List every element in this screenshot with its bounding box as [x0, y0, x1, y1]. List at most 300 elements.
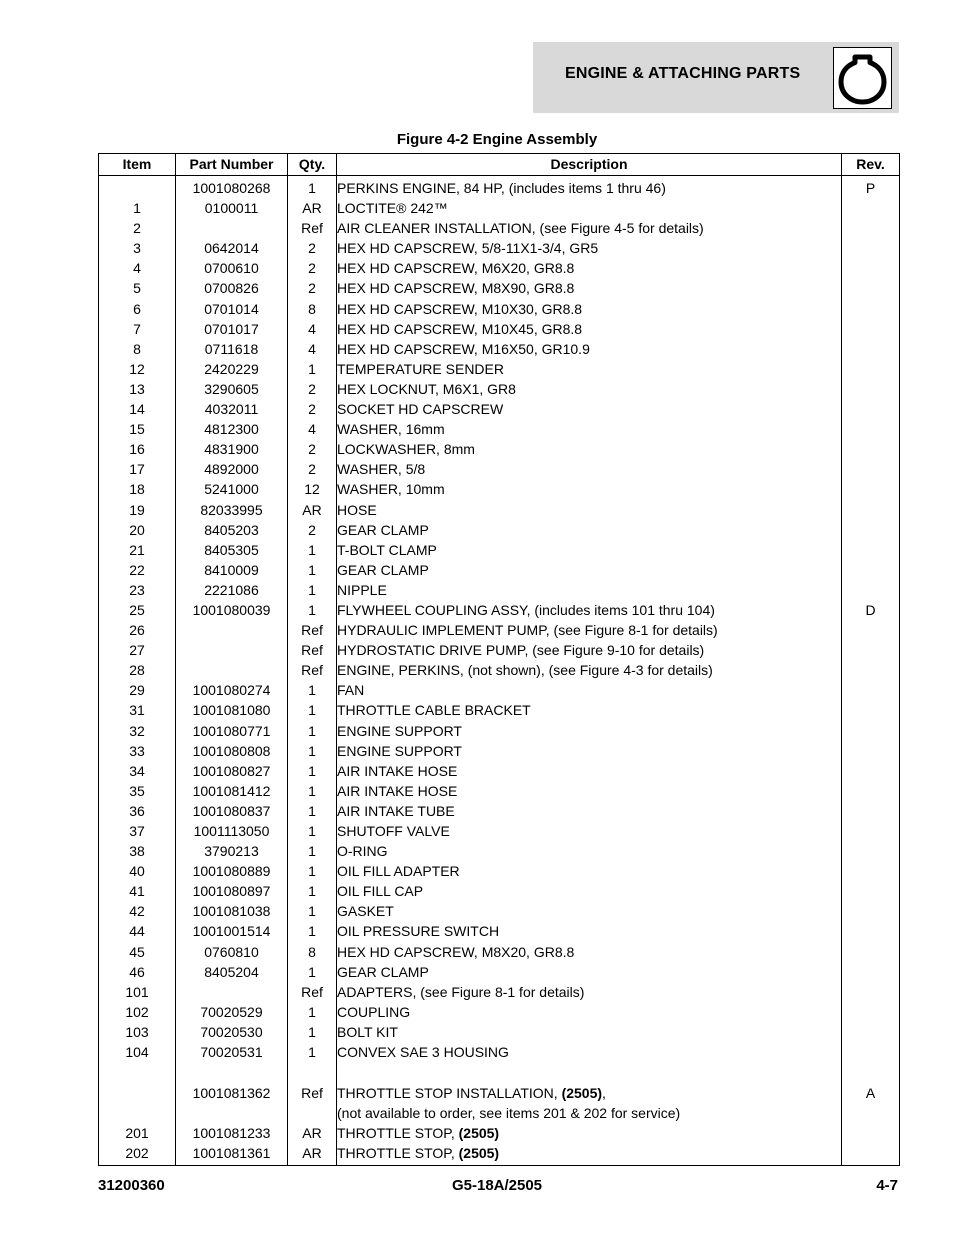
description-text: HOSE — [337, 501, 377, 518]
description-cell — [337, 640, 842, 660]
description-text: GEAR CLAMP — [337, 561, 429, 578]
part-number-cell: 1001080274 — [176, 680, 288, 700]
item-cell: 12 — [99, 359, 176, 379]
description-cell — [337, 962, 842, 982]
description-text: WASHER, 5/8 — [337, 461, 426, 478]
rev-cell — [842, 399, 900, 419]
part-number-cell: 3290605 — [176, 379, 288, 399]
rev-cell — [842, 479, 900, 499]
part-number-cell: 1001080808 — [176, 741, 288, 761]
qty-cell: 1 — [288, 560, 337, 580]
item-cell: 44 — [99, 921, 176, 941]
qty-cell: 1 — [288, 359, 337, 379]
part-number-cell: 0700826 — [176, 278, 288, 298]
qty-cell: Ref — [288, 1083, 337, 1123]
qty-cell: 1 — [288, 881, 337, 901]
part-number-cell: 8405305 — [176, 540, 288, 560]
rev-cell — [842, 258, 900, 278]
part-number-cell: 2221086 — [176, 580, 288, 600]
rev-cell — [842, 982, 900, 1002]
table-row — [99, 741, 900, 761]
table-row — [99, 942, 900, 962]
section-header — [533, 42, 899, 113]
table-row — [99, 359, 900, 379]
rev-cell — [842, 1123, 900, 1143]
item-cell: 16 — [99, 439, 176, 459]
description-cell — [337, 399, 842, 419]
description-text: HEX HD CAPSCREW, M10X45, GR8.8 — [337, 320, 583, 337]
description-cell — [337, 680, 842, 700]
description-cell — [337, 500, 842, 520]
item-cell: 22 — [99, 560, 176, 580]
description-cell — [337, 299, 842, 319]
description-cell — [337, 1042, 842, 1062]
item-cell: 18 — [99, 479, 176, 499]
item-cell: 41 — [99, 881, 176, 901]
qty-cell: 2 — [288, 520, 337, 540]
part-number-cell — [176, 640, 288, 660]
description-text: CONVEX SAE 3 HOUSING — [337, 1044, 509, 1061]
description-cell — [337, 942, 842, 962]
qty-cell: 1 — [288, 700, 337, 720]
rev-cell — [842, 901, 900, 921]
description-text: T-BOLT CLAMP — [337, 541, 437, 558]
description-text: HEX HD CAPSCREW, M8X90, GR8.8 — [337, 280, 575, 297]
rev-cell — [842, 1022, 900, 1042]
table-row — [99, 459, 900, 479]
description-text: LOCTITE® 242™ — [337, 200, 448, 217]
part-number-cell: 0701014 — [176, 299, 288, 319]
column-header-rev: Rev. — [842, 154, 900, 176]
description-text: PERKINS ENGINE, 84 HP, (includes items 1 thru 46) — [337, 180, 666, 196]
rev-cell — [842, 238, 900, 258]
table-row — [99, 520, 900, 540]
qty-cell: 1 — [288, 761, 337, 781]
footer-page-number: 4-7 — [876, 1177, 898, 1194]
description-text: COUPLING — [337, 1003, 411, 1020]
description-cell — [337, 339, 842, 359]
item-cell: 202 — [99, 1143, 176, 1165]
description-text: BOLT KIT — [337, 1023, 398, 1040]
description-text: HEX HD CAPSCREW, M16X50, GR10.9 — [337, 340, 590, 357]
item-cell: 3 — [99, 238, 176, 258]
table-row — [99, 278, 900, 298]
table-row — [99, 580, 900, 600]
part-number-cell: 0100011 — [176, 198, 288, 218]
part-number-cell: 0711618 — [176, 339, 288, 359]
qty-cell: 1 — [288, 176, 337, 199]
item-cell: 1 — [99, 198, 176, 218]
table-row — [99, 379, 900, 399]
part-number-cell: 82033995 — [176, 500, 288, 520]
description-cell — [337, 379, 842, 399]
qty-cell: AR — [288, 1143, 337, 1165]
description-text: HEX LOCKNUT, M6X1, GR8 — [337, 380, 516, 397]
description-cell — [337, 1022, 842, 1042]
description-text: SOCKET HD CAPSCREW — [337, 401, 504, 418]
qty-cell: 1 — [288, 921, 337, 941]
rev-cell — [842, 500, 900, 520]
rev-cell — [842, 741, 900, 761]
empty-cell — [842, 1062, 900, 1083]
description-text: GEAR CLAMP — [337, 963, 429, 980]
table-row — [99, 700, 900, 720]
rev-cell — [842, 721, 900, 741]
qty-cell: Ref — [288, 640, 337, 660]
part-number-cell: 70020530 — [176, 1022, 288, 1042]
part-number-cell: 0760810 — [176, 942, 288, 962]
table-row — [99, 761, 900, 781]
qty-cell: 12 — [288, 479, 337, 499]
qty-cell: AR — [288, 500, 337, 520]
item-cell: 38 — [99, 841, 176, 861]
item-cell: 35 — [99, 781, 176, 801]
part-number-cell: 1001081362 — [176, 1083, 288, 1123]
description-cell — [337, 540, 842, 560]
rev-cell — [842, 781, 900, 801]
rev-cell: P — [842, 176, 900, 199]
rev-cell — [842, 660, 900, 680]
table-row — [99, 1143, 900, 1165]
table-row — [99, 620, 900, 640]
table-row — [99, 901, 900, 921]
table-row — [99, 299, 900, 319]
part-number-cell: 4892000 — [176, 459, 288, 479]
qty-cell: 2 — [288, 399, 337, 419]
description-text: OIL PRESSURE SWITCH — [337, 923, 500, 940]
table-row — [99, 339, 900, 359]
qty-cell: 4 — [288, 339, 337, 359]
rev-cell — [842, 560, 900, 580]
empty-cell — [176, 1062, 288, 1083]
item-cell: 33 — [99, 741, 176, 761]
description-text: HYDROSTATIC DRIVE PUMP, (see Figure 9-10 for details) — [337, 642, 705, 659]
description-text: AIR INTAKE HOSE — [337, 762, 458, 779]
item-cell: 20 — [99, 520, 176, 540]
table-row — [99, 821, 900, 841]
rev-cell — [842, 520, 900, 540]
item-cell: 45 — [99, 942, 176, 962]
part-number-cell: 4032011 — [176, 399, 288, 419]
part-number-cell: 1001080827 — [176, 761, 288, 781]
table-row — [99, 881, 900, 901]
rev-cell — [842, 761, 900, 781]
rev-cell — [842, 419, 900, 439]
description-cell — [337, 982, 842, 1002]
qty-cell: 1 — [288, 741, 337, 761]
description-text: HEX HD CAPSCREW, M8X20, GR8.8 — [337, 943, 575, 960]
column-header-item: Item — [99, 154, 176, 176]
description-cell — [337, 218, 842, 238]
part-number-cell: 8405204 — [176, 962, 288, 982]
item-cell: 104 — [99, 1042, 176, 1062]
description-text: AIR CLEANER INSTALLATION, (see Figure 4-5 for details) — [337, 220, 704, 237]
model-code: (2505) — [458, 1145, 500, 1162]
table-row — [99, 560, 900, 580]
rev-cell — [842, 821, 900, 841]
qty-cell: 1 — [288, 540, 337, 560]
description-cell — [337, 198, 842, 218]
qty-cell: 1 — [288, 680, 337, 700]
description-cell — [337, 278, 842, 298]
rev-cell — [842, 278, 900, 298]
column-header-part-number: Part Number — [176, 154, 288, 176]
item-cell: 103 — [99, 1022, 176, 1042]
table-row — [99, 419, 900, 439]
rev-cell — [842, 962, 900, 982]
table-row — [99, 540, 900, 560]
item-cell: 21 — [99, 540, 176, 560]
part-number-cell: 70020531 — [176, 1042, 288, 1062]
qty-cell: 1 — [288, 580, 337, 600]
table-row — [99, 962, 900, 982]
item-cell: 201 — [99, 1123, 176, 1143]
description-cell — [337, 459, 842, 479]
description-cell — [337, 741, 842, 761]
part-number-cell: 1001081361 — [176, 1143, 288, 1165]
part-number-cell: 70020529 — [176, 1002, 288, 1022]
qty-cell: 1 — [288, 1042, 337, 1062]
part-number-cell: 0642014 — [176, 238, 288, 258]
part-number-cell — [176, 218, 288, 238]
description-text: OIL FILL CAP — [337, 883, 424, 900]
description-cell — [337, 419, 842, 439]
description-suffix: , — [602, 1085, 606, 1102]
table-row — [99, 479, 900, 499]
description-note: (not available to order, see items 201 & 202 for service) — [337, 1105, 681, 1122]
item-cell: 28 — [99, 660, 176, 680]
qty-cell: 2 — [288, 379, 337, 399]
qty-cell: 1 — [288, 1002, 337, 1022]
table-row — [99, 801, 900, 821]
rev-cell — [842, 841, 900, 861]
description-text: AIR INTAKE TUBE — [337, 802, 455, 819]
part-number-cell: 1001080268 — [176, 176, 288, 199]
description-text: THROTTLE STOP, — [337, 1145, 459, 1162]
description-text: OIL FILL ADAPTER — [337, 863, 460, 880]
table-row — [99, 1083, 900, 1123]
table-row — [99, 1123, 900, 1143]
description-cell — [337, 841, 842, 861]
table-spacer-row — [99, 1062, 900, 1083]
part-number-cell: 1001081412 — [176, 781, 288, 801]
description-cell — [337, 620, 842, 640]
table-row — [99, 600, 900, 620]
description-text: ENGINE, PERKINS, (not shown), (see Figure 4-3 for details) — [337, 662, 713, 679]
item-cell: 19 — [99, 500, 176, 520]
table-row — [99, 238, 900, 258]
table-row — [99, 399, 900, 419]
qty-cell: 1 — [288, 962, 337, 982]
qty-cell: 4 — [288, 319, 337, 339]
description-text: THROTTLE CABLE BRACKET — [337, 702, 531, 719]
table-row — [99, 439, 900, 459]
rev-cell — [842, 861, 900, 881]
table-header-row — [99, 154, 900, 176]
part-number-cell: 5241000 — [176, 479, 288, 499]
table-row — [99, 1042, 900, 1062]
item-cell: 27 — [99, 640, 176, 660]
part-number-cell: 1001080771 — [176, 721, 288, 741]
part-number-cell: 2420229 — [176, 359, 288, 379]
part-number-cell: 1001080897 — [176, 881, 288, 901]
table-row — [99, 841, 900, 861]
part-number-cell: 1001080039 — [176, 600, 288, 620]
figure-title: Figure 4-2 Engine Assembly — [396, 131, 598, 148]
rev-cell — [842, 640, 900, 660]
part-number-cell — [176, 660, 288, 680]
part-number-cell: 1001081080 — [176, 700, 288, 720]
description-cell — [337, 801, 842, 821]
qty-cell: 2 — [288, 278, 337, 298]
qty-cell: 1 — [288, 781, 337, 801]
model-code: (2505) — [458, 1125, 500, 1142]
item-cell — [99, 1083, 176, 1123]
column-header-description: Description — [337, 154, 842, 176]
item-cell: 6 — [99, 299, 176, 319]
description-text: HYDRAULIC IMPLEMENT PUMP, (see Figure 8-1 for details) — [337, 622, 718, 639]
rev-cell — [842, 680, 900, 700]
part-number-cell: 1001001514 — [176, 921, 288, 941]
qty-cell: Ref — [288, 660, 337, 680]
rev-cell — [842, 439, 900, 459]
description-cell — [337, 781, 842, 801]
table-row — [99, 660, 900, 680]
rev-cell — [842, 881, 900, 901]
part-number-cell: 0700610 — [176, 258, 288, 278]
description-cell — [337, 520, 842, 540]
qty-cell: Ref — [288, 620, 337, 640]
rev-cell — [842, 339, 900, 359]
part-number-cell: 1001080837 — [176, 801, 288, 821]
description-text: HEX HD CAPSCREW, M10X30, GR8.8 — [337, 300, 583, 317]
part-number-cell: 1001081233 — [176, 1123, 288, 1143]
qty-cell: 1 — [288, 841, 337, 861]
part-number-cell: 1001080889 — [176, 861, 288, 881]
description-text: SHUTOFF VALVE — [337, 823, 450, 839]
description-text: THROTTLE STOP, — [337, 1125, 459, 1142]
engine-section-icon — [833, 47, 892, 109]
qty-cell: 1 — [288, 721, 337, 741]
rev-cell — [842, 921, 900, 941]
item-cell: 25 — [99, 600, 176, 620]
item-cell: 23 — [99, 580, 176, 600]
part-number-cell: 1001081038 — [176, 901, 288, 921]
table-row — [99, 680, 900, 700]
part-number-cell: 8410009 — [176, 560, 288, 580]
table-row — [99, 861, 900, 881]
parts-table — [98, 153, 900, 1166]
description-cell — [337, 660, 842, 680]
description-cell — [337, 700, 842, 720]
item-cell: 26 — [99, 620, 176, 640]
description-cell — [337, 1143, 842, 1165]
description-cell — [337, 1083, 842, 1123]
qty-cell: 1 — [288, 1022, 337, 1042]
rev-cell — [842, 801, 900, 821]
description-cell — [337, 258, 842, 278]
item-cell: 40 — [99, 861, 176, 881]
item-cell: 15 — [99, 419, 176, 439]
table-row — [99, 500, 900, 520]
description-cell — [337, 439, 842, 459]
description-cell — [337, 479, 842, 499]
item-cell: 5 — [99, 278, 176, 298]
item-cell: 14 — [99, 399, 176, 419]
rev-cell — [842, 319, 900, 339]
column-header-qty: Qty. — [288, 154, 337, 176]
empty-cell — [99, 1062, 176, 1083]
empty-cell — [337, 1062, 842, 1083]
part-number-cell — [176, 982, 288, 1002]
table-row — [99, 319, 900, 339]
qty-cell: 1 — [288, 801, 337, 821]
qty-cell: 8 — [288, 299, 337, 319]
qty-cell: 2 — [288, 439, 337, 459]
description-text: LOCKWASHER, 8mm — [337, 441, 475, 458]
rev-cell — [842, 1002, 900, 1022]
description-cell — [337, 861, 842, 881]
item-cell: 17 — [99, 459, 176, 479]
description-cell — [337, 921, 842, 941]
table-row — [99, 198, 900, 218]
description-text: ADAPTERS, (see Figure 8-1 for details) — [337, 983, 585, 1000]
table-row — [99, 176, 900, 199]
table-row — [99, 640, 900, 660]
description-cell — [337, 1123, 842, 1143]
item-cell: 36 — [99, 801, 176, 821]
rev-cell — [842, 379, 900, 399]
description-text: NIPPLE — [337, 581, 387, 598]
description-text: FLYWHEEL COUPLING ASSY, (includes items 101 thru 104) — [337, 601, 715, 618]
part-number-cell: 1001113050 — [176, 821, 288, 841]
table-row — [99, 982, 900, 1002]
qty-cell: Ref — [288, 982, 337, 1002]
description-text: ENGINE SUPPORT — [337, 742, 462, 759]
description-cell — [337, 721, 842, 741]
part-number-cell: 4812300 — [176, 419, 288, 439]
item-cell: 2 — [99, 218, 176, 238]
description-text: GEAR CLAMP — [337, 521, 429, 538]
qty-cell: 1 — [288, 861, 337, 881]
part-number-cell: 0701017 — [176, 319, 288, 339]
table-row — [99, 218, 900, 238]
rev-cell — [842, 1042, 900, 1062]
description-cell — [337, 176, 842, 199]
description-cell — [337, 901, 842, 921]
qty-cell: 2 — [288, 238, 337, 258]
qty-cell: 4 — [288, 419, 337, 439]
part-number-cell — [176, 620, 288, 640]
description-text: TEMPERATURE SENDER — [337, 360, 504, 377]
description-cell — [337, 580, 842, 600]
empty-cell — [288, 1062, 337, 1083]
table-row — [99, 258, 900, 278]
qty-cell: Ref — [288, 218, 337, 238]
rev-cell — [842, 620, 900, 640]
item-cell: 8 — [99, 339, 176, 359]
table-row — [99, 1002, 900, 1022]
item-cell: 102 — [99, 1002, 176, 1022]
rev-cell — [842, 942, 900, 962]
description-text: GASKET — [337, 903, 394, 920]
rev-cell: A — [842, 1083, 900, 1123]
table-row — [99, 781, 900, 801]
description-text: WASHER, 10mm — [337, 481, 445, 498]
footer-document-number: 31200360 — [98, 1177, 165, 1194]
description-text: FAN — [337, 682, 365, 699]
item-cell: 42 — [99, 901, 176, 921]
